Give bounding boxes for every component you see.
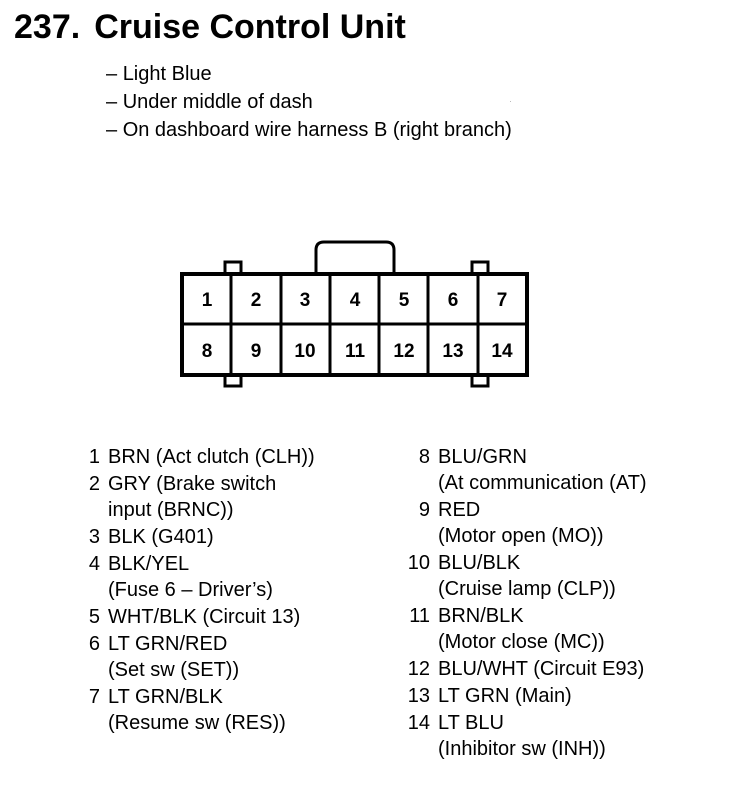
pin-entry [404, 710, 647, 762]
pin-cell: 6 [447, 290, 459, 311]
pin-cell: 14 [491, 341, 513, 362]
pin-detail [438, 444, 647, 496]
pin-function: (Resume sw (RES)) [108, 712, 286, 734]
pin-number: 6 [88, 633, 100, 655]
pin-entry [404, 550, 647, 602]
pin-number: 5 [88, 606, 100, 628]
pin-entry [78, 471, 315, 523]
pin-number: 1 [88, 446, 100, 468]
pin-cell: 1 [201, 290, 213, 311]
pin-cell: 7 [496, 290, 508, 311]
wire-color: BRN/BLK [438, 605, 524, 627]
wire-color: LT GRN/RED [108, 633, 228, 655]
pin-detail [108, 471, 276, 523]
wire-color: BLK/YEL [108, 553, 190, 575]
pin-number: 9 [418, 499, 430, 521]
pin-detail [438, 710, 606, 762]
pin-cell: 4 [349, 290, 361, 311]
pin-cell: 12 [393, 341, 415, 362]
pin-number: 14 [407, 712, 430, 734]
pin-detail [438, 656, 644, 682]
wire-color: BLU/BLK [438, 552, 521, 574]
wire-color: RED [438, 499, 481, 521]
pin-cell: 2 [250, 290, 262, 311]
pin-number: 7 [88, 686, 100, 708]
wire-color: BRN (Act clutch (CLH)) [108, 446, 315, 468]
pin-detail [108, 684, 286, 736]
note-color: – Light Blue [106, 60, 512, 88]
pin-function: (Motor close (MC)) [438, 631, 605, 653]
pin-entry [404, 656, 647, 682]
pin-detail [108, 631, 239, 683]
pin-detail [108, 551, 273, 603]
pin-cell: 13 [442, 341, 464, 362]
pin-detail [108, 604, 300, 630]
pin-number: 2 [88, 473, 100, 495]
pin-entry [78, 604, 315, 630]
section-number: 237. [14, 8, 81, 46]
pin-entry [404, 603, 647, 655]
pin-function: (At communication (AT) [438, 472, 647, 494]
pin-number: 10 [407, 552, 430, 574]
pin-entry [404, 683, 647, 709]
wire-color: BLU/GRN [438, 446, 527, 468]
pin-entry [404, 444, 647, 496]
pin-number: 3 [88, 526, 100, 548]
pin-number: 13 [407, 685, 430, 707]
pin-number: 8 [418, 446, 430, 468]
wire-color: BLK (G401) [108, 526, 214, 548]
pin-function: (Cruise lamp (CLP)) [438, 578, 616, 600]
pin-cell: 10 [294, 341, 316, 362]
pin-function: input (BRNC)) [108, 499, 234, 521]
pin-cell: 9 [250, 341, 262, 362]
pin-list-left [78, 444, 315, 737]
wire-color: LT GRN (Main) [438, 685, 572, 707]
pin-entry [404, 497, 647, 549]
pin-function: (Set sw (SET)) [108, 659, 240, 681]
pin-cell: 5 [398, 290, 410, 311]
pin-cell: 3 [299, 290, 311, 311]
pin-detail [108, 524, 214, 550]
wire-color: BLU/WHT (Circuit E93) [438, 658, 645, 680]
connector-latch [316, 242, 394, 272]
wire-color: GRY (Brake switch [108, 473, 277, 495]
pin-function: (Inhibitor sw (INH)) [438, 738, 606, 760]
note-harness: – On dashboard wire harness B (right branch) [106, 116, 512, 144]
pin-cell: 8 [201, 341, 213, 362]
pin-detail [438, 550, 616, 602]
pin-number: 12 [407, 658, 430, 680]
note-location: – Under middle of dash [106, 88, 512, 116]
pin-function: (Motor open (MO)) [438, 525, 604, 547]
pin-detail [108, 444, 315, 470]
pin-function: (Fuse 6 – Driver’s) [108, 579, 273, 601]
pin-entry [78, 684, 315, 736]
pin-cell: 11 [344, 341, 366, 362]
pin-list-right [404, 444, 647, 763]
component-name: Cruise Control Unit [94, 8, 406, 46]
wire-color: WHT/BLK (Circuit 13) [108, 606, 301, 628]
wire-color: LT BLU [438, 712, 504, 734]
pin-detail [438, 683, 572, 709]
pin-detail [438, 497, 604, 549]
pin-entry [78, 631, 315, 683]
wire-color: LT GRN/BLK [108, 686, 223, 708]
pin-entry [78, 524, 315, 550]
pin-entry [78, 444, 315, 470]
pin-number: 11 [409, 605, 430, 627]
pin-entry [78, 551, 315, 603]
pin-number: 4 [88, 553, 100, 575]
pin-detail [438, 603, 605, 655]
